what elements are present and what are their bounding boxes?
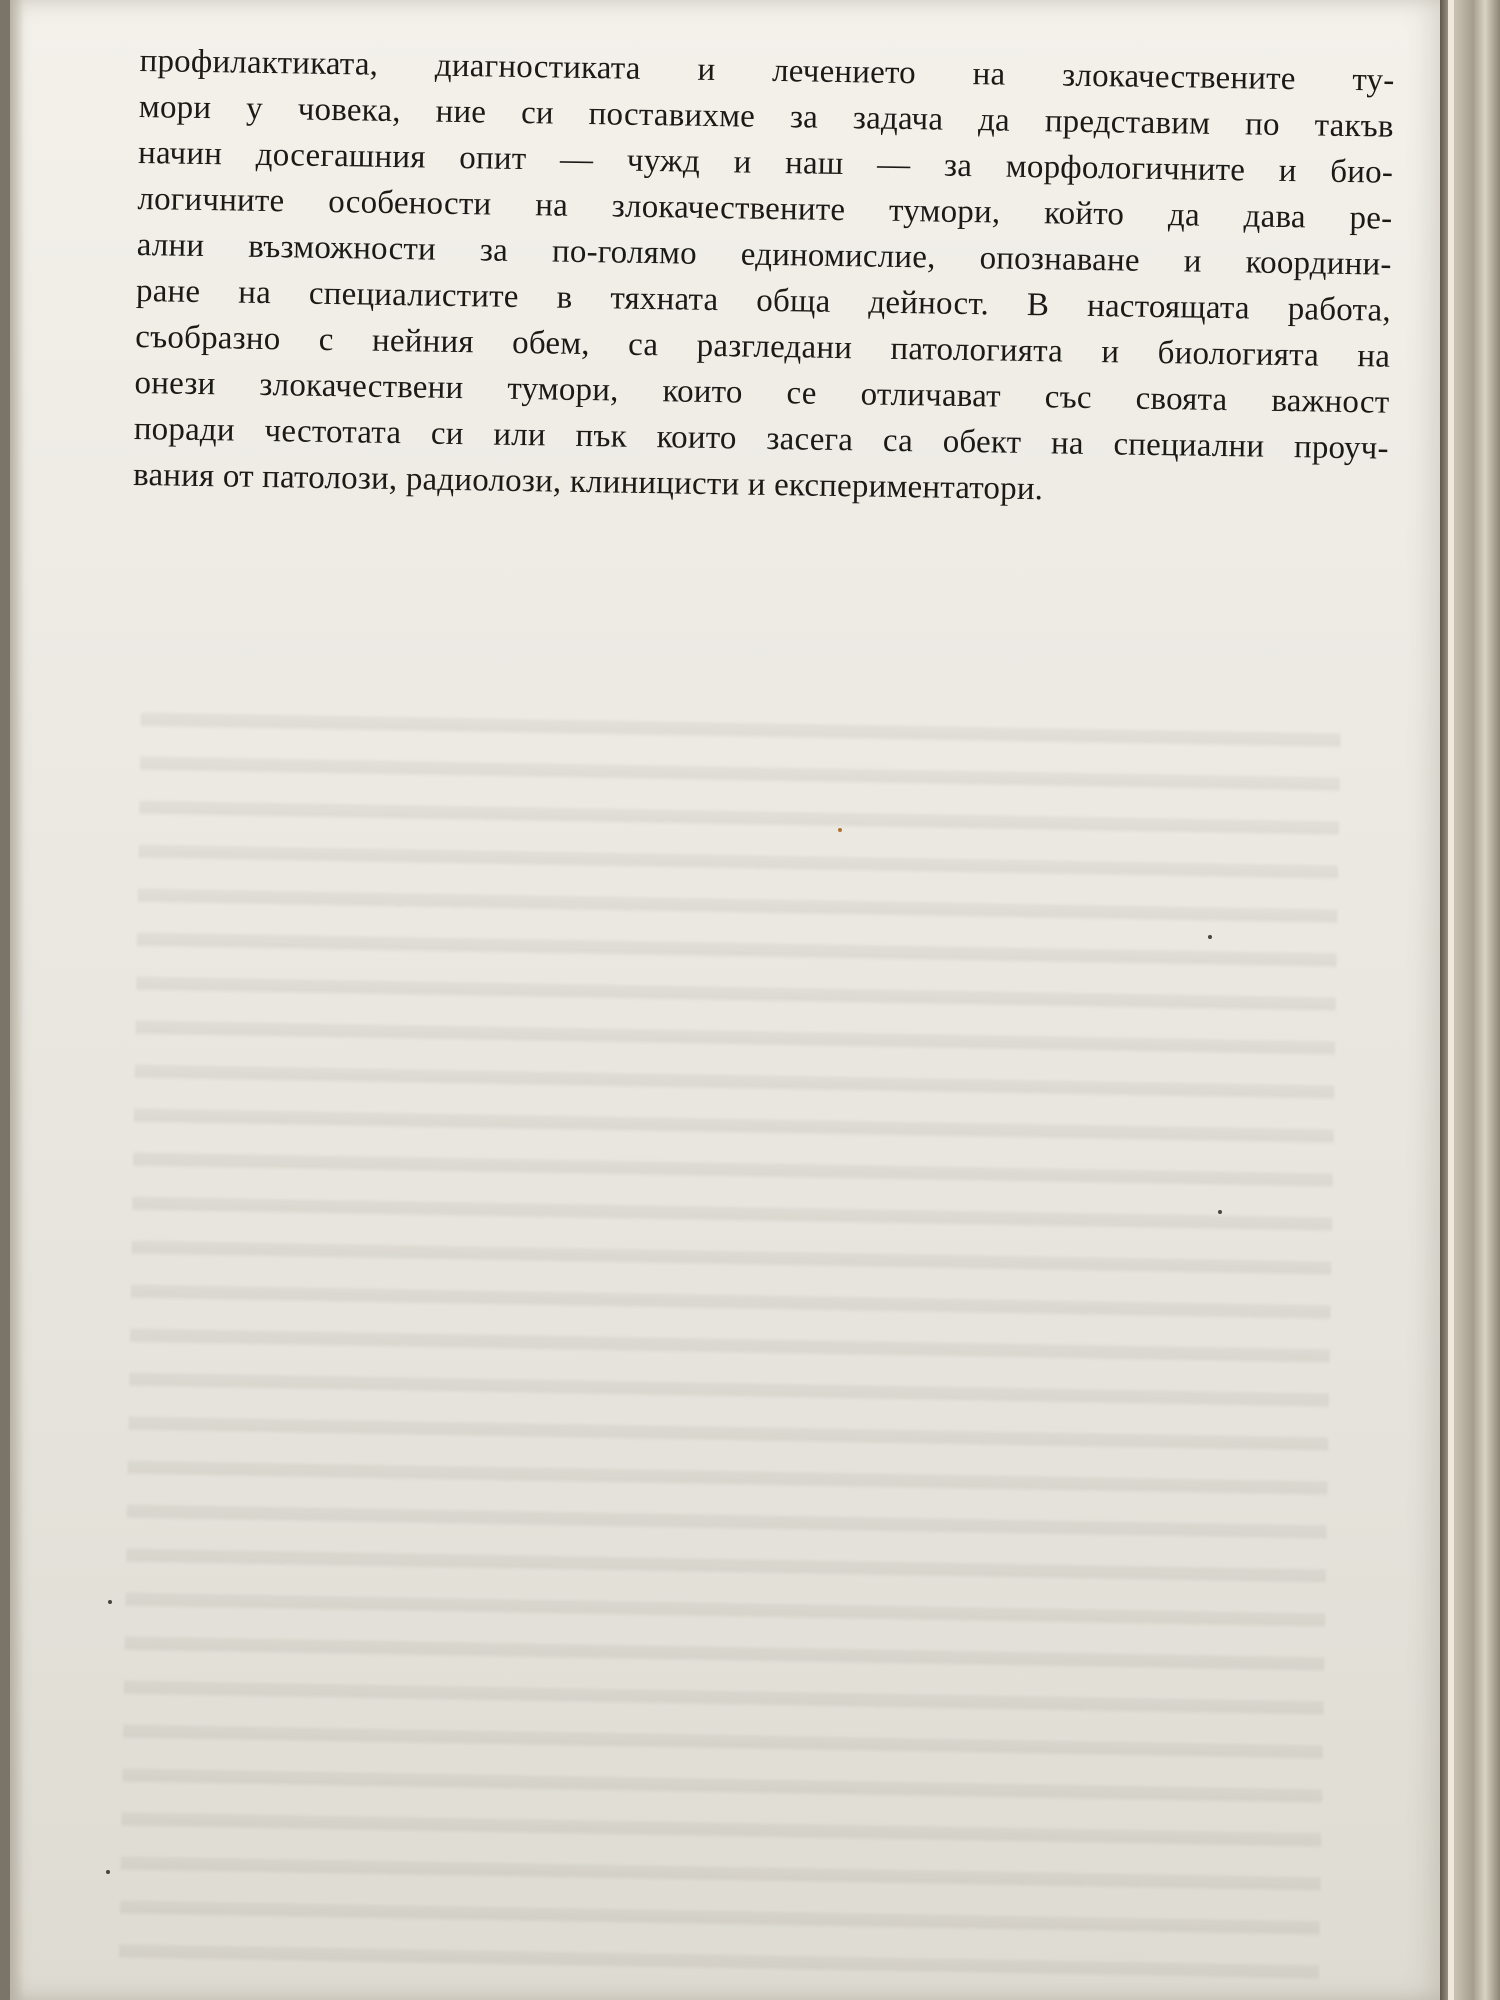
paper-speck [838, 828, 842, 832]
show-through-text [119, 690, 1341, 1991]
text-line: поради честотата си или пък които засега са обект на специални проуч- [133, 410, 1389, 467]
paragraph [133, 38, 1395, 518]
page-edge [1448, 0, 1454, 2000]
text-line: съобразно с нейния обем, са разгледани патологията и биологията на [135, 318, 1391, 375]
text-line: онези злокачествени тумори, които се отличават със своята важност [134, 364, 1390, 421]
text-line: ални възможности за по-голямо единомислие, опознаване и координи- [136, 226, 1392, 283]
text-line: вания от патолози, радиолози, клиницисти и експериментатори. [132, 456, 1044, 508]
paper-speck [106, 1870, 110, 1874]
paper-speck [108, 1600, 112, 1604]
text-line: логичните особености на злокачествените тумори, който да дава ре- [137, 180, 1393, 237]
text-line: мори у човека, ние си поставихме за задача да представим по такъв [138, 88, 1395, 145]
text-line: профилактиката, диагностиката и лечението на злокачествените ту- [139, 42, 1395, 99]
text-line: ране на специалистите в тяхната обща дейност. В настоящата работа, [135, 272, 1392, 329]
book-page [10, 0, 1450, 2000]
text-line: начин досегашния опит — чужд и наш — за морфологичните и био- [137, 134, 1394, 191]
paper-speck [1208, 935, 1212, 939]
paper-speck [1218, 1210, 1222, 1214]
